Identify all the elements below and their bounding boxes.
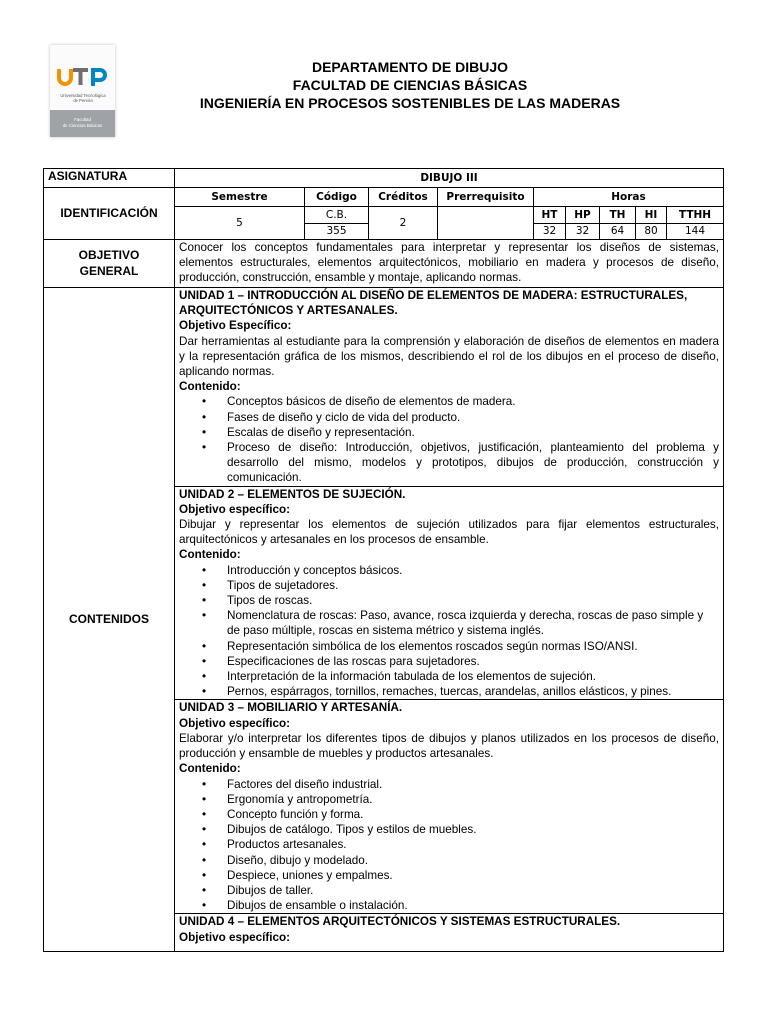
codigo-header: Código — [305, 188, 369, 207]
heading-program: INGENIERÍA EN PROCESOS SOSTENIBLES DE LAS MADERAS — [199, 95, 621, 111]
unit-4-title: UNIDAD 4 – ELEMENTOS ARQUITECTÓNICOS Y SISTEMAS ESTRUCTURALES. — [179, 915, 621, 929]
list-item: • Conceptos básicos de diseño de elementos de madera. — [227, 394, 719, 409]
list-item: • Productos artesanales. — [227, 837, 719, 852]
utp-logo — [50, 45, 115, 137]
horas-tthh-value: 144 — [667, 224, 724, 240]
list-item: • Tipos de roscas. — [227, 593, 719, 608]
list-item: • Tipos de sujetadores. — [227, 578, 719, 593]
horas-header: Horas — [534, 188, 724, 207]
unit-4 — [175, 913, 723, 944]
list-item: • Representación simbólica de los elementos roscados según normas ISO/ANSI. — [227, 639, 719, 654]
semestre-header: Semestre — [175, 188, 305, 207]
list-item: • Interpretación de la información tabulada de los elementos de sujeción. — [227, 669, 719, 684]
utp-logo-mark — [56, 67, 109, 87]
prerrequisito-header: Prerrequisito — [438, 188, 534, 207]
unit-3-title: UNIDAD 3 – MOBILIARIO Y ARTESANÍA. — [179, 701, 403, 715]
identificacion-label: IDENTIFICACIÓN — [44, 188, 175, 240]
unit-3 — [175, 699, 723, 913]
heading-faculty: FACULTAD DE CIENCIAS BÁSICAS — [292, 77, 528, 93]
unit-3-objective-text: Elaborar y/o interpretar los diferentes tipos de dibujos y planos utilizados en los procesos de diseño, producción y ensamble de muebles y productos artesanales. — [179, 731, 719, 761]
contenidos-label: CONTENIDOS — [44, 288, 175, 952]
list-item: • Ergonomía y antropometría. — [227, 792, 719, 807]
objetivo-general-text: Conocer los conceptos fundamentales para interpretar y representar los diseños de sistemas, elementos estructurales, elementos arquitectónicos, mobiliario en madera y procesos de diseño, producción, construcción, ensamble y montaje, aplicando normas. — [175, 240, 724, 288]
horas-th-value: 64 — [600, 224, 636, 240]
list-item: • Escalas de diseño y representación. — [227, 425, 719, 440]
logo-text-line: de Pereira — [73, 98, 93, 103]
logo-faculty-band — [50, 110, 115, 137]
unit-2-objective-label: Objetivo específico: — [179, 502, 291, 516]
unit-1-title: UNIDAD 1 – INTRODUCCIÓN AL DISEÑO DE ELEMENTOS DE MADERA: ESTRUCTURALES, ARQUITECTÓNICOS Y ARTESANALES. — [179, 289, 688, 318]
unit-2-objective-text: Dibujar y representar los elementos de sujeción utilizados para fijar elementos estructurales, arquitectónicos y artesanales en los procesos de ensamble. — [179, 518, 719, 547]
list-item: • Fases de diseño y ciclo de vida del producto. — [227, 410, 719, 425]
logo-band-line: Facultad — [74, 117, 91, 122]
unit-2-title: UNIDAD 2 – ELEMENTOS DE SUJECIÓN. — [179, 487, 406, 501]
unit-3-content-label: Contenido: — [179, 762, 241, 776]
codigo-value-line1: C.B. — [305, 207, 369, 224]
unit-1-content-label: Contenido: — [179, 380, 241, 394]
list-item: • Pernos, espárragos, tornillos, remaches, tuercas, arandelas, anillos elásticos, y pines. — [227, 684, 719, 699]
asignatura-label: ASIGNATURA — [44, 169, 175, 188]
list-item: • Introducción y conceptos básicos. — [227, 563, 719, 578]
horas-th-header: TH — [600, 207, 636, 224]
unit-1-objective-label: Objetivo Específico: — [179, 319, 292, 333]
logo-band-line: de Ciencias Básicas — [62, 122, 103, 128]
unit-2 — [175, 486, 723, 700]
creditos-value: 2 — [369, 207, 438, 240]
list-item: • Proceso de diseño: Introducción, objetivos, justificación, planteamiento del problema y desarrollo del mismo, modelos y prototipos, dibujos de producción, construcción y comunicación. — [227, 440, 719, 486]
unit-3-content-list — [179, 777, 719, 914]
document-heading — [160, 58, 660, 112]
objetivo-label — [44, 240, 175, 288]
asignatura-value: DIBUJO III — [175, 169, 724, 188]
logo-text-line: Universidad Tecnológica — [60, 93, 106, 98]
list-item: • Nomenclatura de roscas: Paso, avance, rosca izquierda y derecha, roscas de paso simple y de paso múltiple, roscas en sistema métrico y sistema inglés. — [227, 608, 719, 638]
prerrequisito-value — [438, 207, 534, 240]
logo-university-name — [58, 93, 108, 103]
list-item: • Concepto función y forma. — [227, 807, 719, 822]
heading-department: DEPARTAMENTO DE DIBUJO — [311, 59, 508, 75]
horas-ht-header: HT — [534, 207, 566, 224]
list-item: • Diseño, dibujo y modelado. — [227, 853, 719, 868]
horas-tthh-header: TTHH — [667, 207, 724, 224]
horas-ht-value: 32 — [534, 224, 566, 240]
unit-1 — [179, 288, 719, 486]
unit-1-objective-text: Dar herramientas al estudiante para la comprensión y elaboración de diseños de elementos en madera y la representación gráfica de los mismos, describiendo el rol de los dibujos en el proceso de diseño, aplicando normas. — [179, 334, 719, 379]
unit-1-content-list — [179, 394, 719, 485]
list-item: • Factores del diseño industrial. — [227, 777, 719, 792]
list-item: • Despiece, uniones y empalmes. — [227, 868, 719, 883]
horas-hi-header: HI — [636, 207, 667, 224]
list-item: • Dibujos de ensamble o instalación. — [227, 898, 719, 913]
list-item: • Dibujos de taller. — [227, 883, 719, 898]
objetivo-label-line2: GENERAL — [79, 263, 139, 278]
unit-3-objective-label: Objetivo específico: — [179, 716, 291, 730]
objetivo-label-line1: OBJETIVO — [78, 248, 140, 263]
horas-hp-header: HP — [566, 207, 600, 224]
unit-4-objective-label: Objetivo específico: — [179, 930, 291, 944]
horas-hp-value: 32 — [566, 224, 600, 240]
course-table — [43, 168, 724, 952]
contenidos-body — [175, 288, 724, 952]
codigo-value-line2: 355 — [305, 224, 369, 240]
list-item: • Dibujos de catálogo. Tipos y estilos de muebles. — [227, 822, 719, 837]
semestre-value: 5 — [175, 207, 305, 240]
unit-2-content-label: Contenido: — [179, 548, 241, 562]
horas-hi-value: 80 — [636, 224, 667, 240]
list-item: • Especificaciones de las roscas para sujetadores. — [227, 654, 719, 669]
unit-2-content-list — [179, 563, 719, 700]
creditos-header: Créditos — [369, 188, 438, 207]
